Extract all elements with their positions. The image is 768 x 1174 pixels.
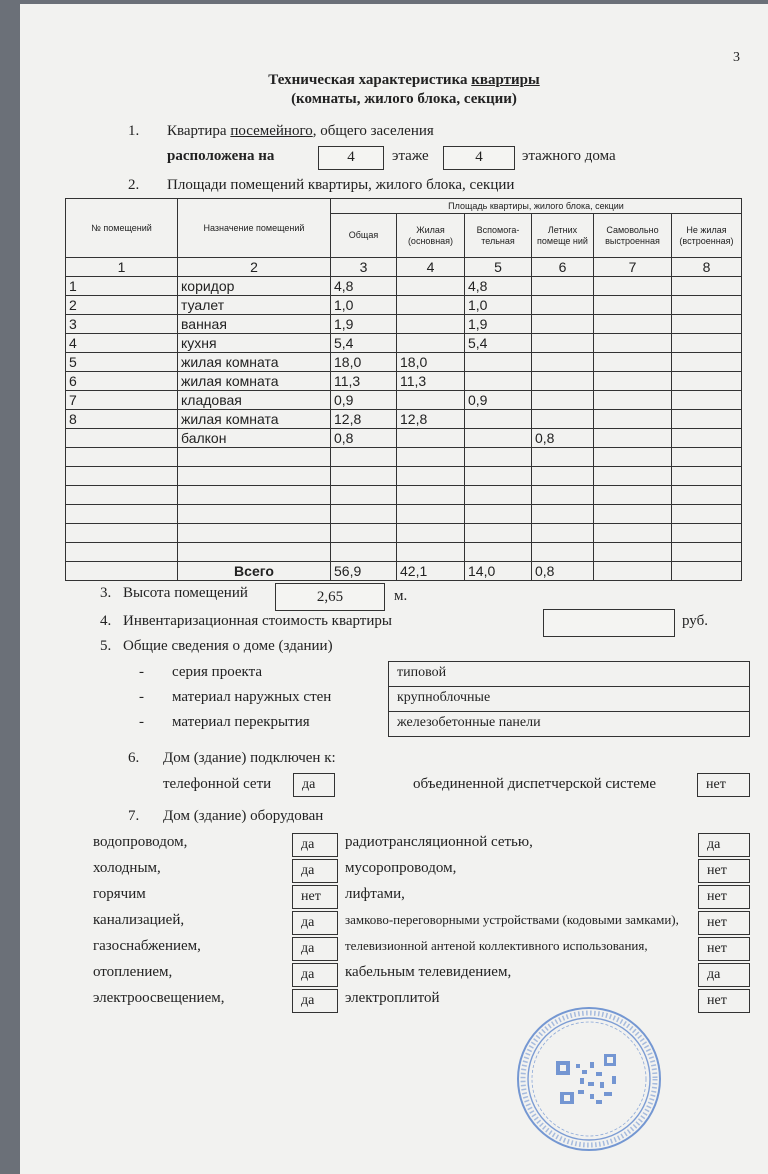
room-number-cell [66,543,178,562]
room-purpose-cell: жилая комната [178,410,331,429]
house-row-dash: - [139,689,144,705]
document-subtitle: (комнаты, жилого блока, секции) [291,91,517,107]
area-cell [594,372,672,391]
room-number-cell: 2 [66,296,178,315]
header-summer: Летних помеще ний [532,214,594,258]
cost-label: Инвентаризационная стоимость квартиры [123,613,392,629]
area-cell [532,277,594,296]
area-cell [465,467,532,486]
area-cell [672,505,742,524]
area-cell [532,467,594,486]
table-row [66,315,742,334]
seal-stamp [516,1006,662,1152]
room-purpose-cell: кухня [178,334,331,353]
area-cell [397,315,465,334]
area-cell [465,372,532,391]
area-cell [397,505,465,524]
room-number-cell [66,524,178,543]
area-cell [397,448,465,467]
area-cell [672,391,742,410]
area-cell [594,467,672,486]
col-number: 1 [66,258,178,277]
title-underlined: квартиры [471,72,540,88]
area-cell [465,486,532,505]
room-number-cell: 7 [66,391,178,410]
house-row-dash: - [139,664,144,680]
area-cell [594,353,672,372]
area-cell: 1,9 [331,315,397,334]
area-cell [672,315,742,334]
area-cell [465,448,532,467]
area-cell [594,410,672,429]
table-row [66,391,742,410]
area-cell [331,524,397,543]
equipment-right-value: нет [698,911,750,935]
area-cell [331,505,397,524]
room-purpose-cell: коридор [178,277,331,296]
total-cell: 56,9 [331,562,397,581]
total-cell: 0,8 [532,562,594,581]
table-row [66,543,742,562]
equipment-left-value: нет [292,885,338,909]
item1-underlined: посемейного [230,123,313,139]
area-cell: 0,9 [465,391,532,410]
cost-field [543,609,675,637]
area-cell [331,467,397,486]
area-cell [594,448,672,467]
cost-unit: руб. [682,613,708,629]
connected-label: Дом (здание) подключен к: [163,750,336,766]
area-cell [331,486,397,505]
header-non-living: Не жилая (встроенная) [672,214,742,258]
header-auxiliary: Вспомога-тельная [465,214,532,258]
equipment-right-label: кабельным телевидением, [345,964,512,980]
room-purpose-cell [178,524,331,543]
equipped-label: Дом (здание) оборудован [163,808,324,824]
area-cell: 18,0 [331,353,397,372]
item2-number: 2. [128,177,140,193]
area-cell [594,277,672,296]
equipment-right-label: радиотрансляционной сетью, [345,834,533,850]
room-purpose-cell: жилая комната [178,372,331,391]
house-row-label: материал наружных стен [172,689,332,705]
room-purpose-cell [178,448,331,467]
area-cell [397,334,465,353]
room-purpose-cell [178,486,331,505]
table-row [66,505,742,524]
table-row [66,353,742,372]
table-row [66,524,742,543]
room-number-cell [66,448,178,467]
area-cell: 11,3 [397,372,465,391]
area-cell [594,315,672,334]
area-cell [465,524,532,543]
area-cell [532,353,594,372]
equipment-right-label: лифтами, [345,886,405,902]
equipment-right-label: электроплитой [345,990,440,1006]
area-cell [594,543,672,562]
room-number-cell [66,429,178,448]
height-unit: м. [394,588,408,604]
header-area-group: Площадь квартиры, жилого блока, секции [331,199,742,214]
area-cell [532,543,594,562]
item1-prefix: Квартира [167,123,231,139]
area-cell [672,372,742,391]
col-number: 6 [532,258,594,277]
house-row-dash: - [139,714,144,730]
area-cell: 0,9 [331,391,397,410]
header-self-built: Самовольно выстроенная [594,214,672,258]
area-cell: 12,8 [331,410,397,429]
col-number: 2 [178,258,331,277]
column-numbers-row [66,258,742,277]
equipment-right-value: да [698,833,750,857]
area-cell [397,391,465,410]
area-cell [397,467,465,486]
dispatch-value: нет [697,773,750,797]
equipment-right-label: замково-переговорными устройствами (кодовыми замками), [345,912,679,927]
area-cell [465,410,532,429]
area-cell [594,524,672,543]
equipment-left-value: да [292,937,338,961]
area-cell: 18,0 [397,353,465,372]
area-cell [465,505,532,524]
equipment-left-label: водопроводом, [93,834,188,850]
area-cell [465,543,532,562]
phone-network-value: да [293,773,335,797]
header-room-purpose: Назначение помещений [178,199,331,258]
table-row [66,334,742,353]
equipment-left-value: да [292,859,338,883]
total-cell [672,562,742,581]
room-number-cell [66,486,178,505]
total-row [66,562,742,581]
area-cell [672,410,742,429]
item7-number: 7. [128,808,140,824]
area-cell [672,467,742,486]
equipment-left-label: отоплением, [93,964,173,980]
table-row [66,486,742,505]
item3-number: 3. [100,585,112,601]
table-row [66,296,742,315]
area-cell [532,391,594,410]
floors-label: этажного дома [522,148,616,164]
room-number-cell: 6 [66,372,178,391]
col-number: 4 [397,258,465,277]
total-cell: 42,1 [397,562,465,581]
area-cell [594,391,672,410]
phone-network-label: телефонной сети [163,776,272,792]
area-cell [594,334,672,353]
area-cell [672,277,742,296]
room-number-cell [66,467,178,486]
item1-suffix: , общего заселения [312,123,434,139]
room-number-cell [66,505,178,524]
area-cell: 1,0 [331,296,397,315]
equipment-right-label: мусоропроводом, [345,860,457,876]
area-cell: 5,4 [331,334,397,353]
area-cell [672,353,742,372]
equipment-left-value: да [292,911,338,935]
header-total: Общая [331,214,397,258]
equipment-left-label: электроосвещением, [93,990,225,1006]
item1-text [167,123,434,140]
col-number: 5 [465,258,532,277]
total-cell [594,562,672,581]
equipment-right-value: нет [698,937,750,961]
area-cell [672,429,742,448]
height-field: 2,65 [275,583,385,611]
room-purpose-cell: жилая комната [178,353,331,372]
header-room-number: № помещений [66,199,178,258]
area-cell [594,505,672,524]
area-cell [532,410,594,429]
table-row [66,277,742,296]
document-title [0,72,768,89]
item5-number: 5. [100,638,112,654]
room-purpose-cell: ванная [178,315,331,334]
rooms-area-table [65,198,742,581]
area-cell [397,543,465,562]
table-row [66,410,742,429]
room-purpose-cell: кладовая [178,391,331,410]
equipment-left-value: да [292,963,338,987]
house-row-value: крупноблочные [388,686,750,712]
equipment-right-value: нет [698,989,750,1013]
equipment-right-value: нет [698,859,750,883]
col-number: 8 [672,258,742,277]
floor-label: этаже [392,148,429,164]
equipment-right-value: нет [698,885,750,909]
room-number-cell: 5 [66,353,178,372]
room-number-cell: 4 [66,334,178,353]
area-cell [465,353,532,372]
area-cell [532,505,594,524]
floor-field: 4 [318,146,384,170]
area-cell [397,277,465,296]
area-cell [532,448,594,467]
area-cell [532,296,594,315]
item4-number: 4. [100,613,112,629]
area-cell: 4,8 [331,277,397,296]
height-label: Высота помещений [123,585,248,601]
area-cell [532,486,594,505]
area-cell [594,429,672,448]
area-cell: 12,8 [397,410,465,429]
equipment-right-value: да [698,963,750,987]
area-cell: 0,8 [331,429,397,448]
equipment-left-label: канализацией, [93,912,185,928]
room-number-cell: 8 [66,410,178,429]
header-living: Жилая (основная) [397,214,465,258]
area-cell: 5,4 [465,334,532,353]
total-cell: 14,0 [465,562,532,581]
area-cell [532,334,594,353]
area-cell [397,524,465,543]
table-row [66,372,742,391]
area-cell [672,524,742,543]
area-cell [397,486,465,505]
item2-text: Площади помещений квартиры, жилого блока, секции [167,177,515,193]
area-cell: 1,0 [465,296,532,315]
floors-total-field: 4 [443,146,515,170]
equipment-left-label: горячим [93,886,146,902]
area-cell [397,429,465,448]
house-row-label: материал перекрытия [172,714,310,730]
area-cell [672,296,742,315]
equipment-left-value: да [292,989,338,1013]
equipment-left-value: да [292,833,338,857]
area-cell [331,543,397,562]
area-cell [397,296,465,315]
title-prefix: Техническая характеристика [268,72,472,88]
room-number-cell: 1 [66,277,178,296]
house-row-label: серия проекта [172,664,263,680]
area-cell [672,448,742,467]
total-empty [66,562,178,581]
area-cell [532,315,594,334]
table-row [66,448,742,467]
room-purpose-cell [178,467,331,486]
area-cell [594,486,672,505]
equipment-right-label: телевизионной антеной коллективного использования, [345,938,648,953]
area-cell [594,296,672,315]
room-number-cell: 3 [66,315,178,334]
room-purpose-cell: туалет [178,296,331,315]
area-cell [532,524,594,543]
located-label: расположена на [167,148,275,164]
equipment-left-label: холодным, [93,860,161,876]
room-purpose-cell [178,543,331,562]
area-cell [672,334,742,353]
house-row-value: типовой [388,661,750,687]
room-purpose-cell: балкон [178,429,331,448]
area-cell [465,429,532,448]
item1-number: 1. [128,123,140,139]
area-cell [672,486,742,505]
area-cell [331,448,397,467]
table-row [66,429,742,448]
page-number: 3 [733,50,740,65]
dispatch-label: объединенной диспетчерской системе [413,776,657,792]
area-cell: 4,8 [465,277,532,296]
area-cell: 1,9 [465,315,532,334]
item6-number: 6. [128,750,140,766]
table-row [66,467,742,486]
area-cell [672,543,742,562]
area-cell [532,372,594,391]
room-purpose-cell [178,505,331,524]
col-number: 7 [594,258,672,277]
house-row-value: железобетонные панели [388,711,750,737]
total-label: Всего [178,562,331,581]
col-number: 3 [331,258,397,277]
area-cell: 0,8 [532,429,594,448]
equipment-left-label: газоснабжением, [93,938,201,954]
area-cell: 11,3 [331,372,397,391]
house-info-label: Общие сведения о доме (здании) [123,638,333,654]
